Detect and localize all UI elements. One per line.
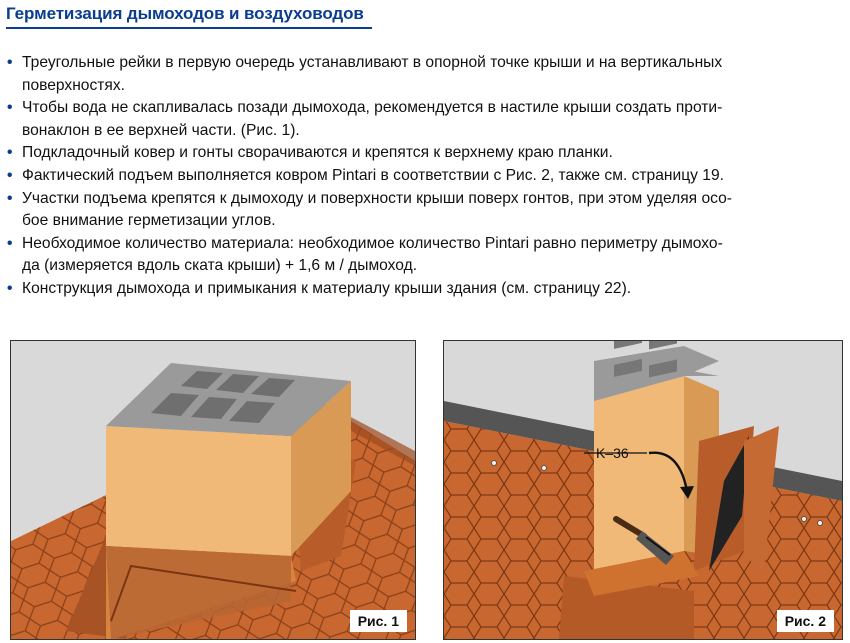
figure-1-illustration	[10, 340, 416, 640]
bullet-item: • Необходимое количество материала: необходимое количество Pintari равно периметру дымохо- да (измеряется вдоль ската крыши) + 1,6 м / дымоход.	[7, 234, 723, 275]
chimney-front	[106, 426, 291, 556]
bullet-item: • Чтобы вода не скапливалась позади дымохода, рекомендуется в настиле крыши создать проти- вонаклон в ее верхней части. (Рис. 1).	[7, 99, 723, 139]
chimney-front-2	[594, 376, 684, 571]
bullet-item: • Треугольные рейки в первую очередь устанавливают в опорной точке крыши и на вертикальных поверхностях.	[7, 54, 723, 94]
bullet-item: • Подкладочный ковер и гонты сворачиваются и крепятся к верхнему краю планки.	[4, 142, 844, 165]
bullet-dot-icon: •	[7, 279, 13, 297]
figure-2-label: Рис. 2	[777, 610, 834, 632]
bullet-item: • Участки подъема крепятся к дымоходу и поверхности крыши поверх гонтов, при этом уделяя осо- бое внимание герметизации углов.	[7, 189, 732, 230]
bullet-dot-icon: •	[7, 144, 13, 162]
chimney-roof-illustration-2	[444, 341, 842, 639]
bullet-list	[4, 52, 844, 301]
bullet-dot-icon: •	[7, 54, 13, 71]
bullet-dot-icon: •	[7, 99, 13, 117]
page-title: Герметизация дымоходов и воздуховодов	[6, 4, 364, 23]
figure-2-illustration	[443, 340, 843, 640]
figure-1-label: Рис. 1	[350, 610, 407, 632]
bullet-item: • Конструкция дымохода и примыкания к материалу крыши здания (см. страницу 22).	[4, 278, 844, 301]
chimney-roof-illustration-1	[11, 341, 415, 639]
title-underline	[6, 27, 372, 29]
bullet-dot-icon: •	[7, 189, 13, 207]
bullet-dot-icon: •	[7, 166, 13, 184]
bullet-dot-icon: •	[7, 234, 13, 252]
callout-k36: K–36	[596, 445, 629, 461]
bullet-item: • Фактический подъем выполняется ковром Pintari в соответствии с Рис. 2, также см. страницу 19.	[4, 165, 844, 188]
